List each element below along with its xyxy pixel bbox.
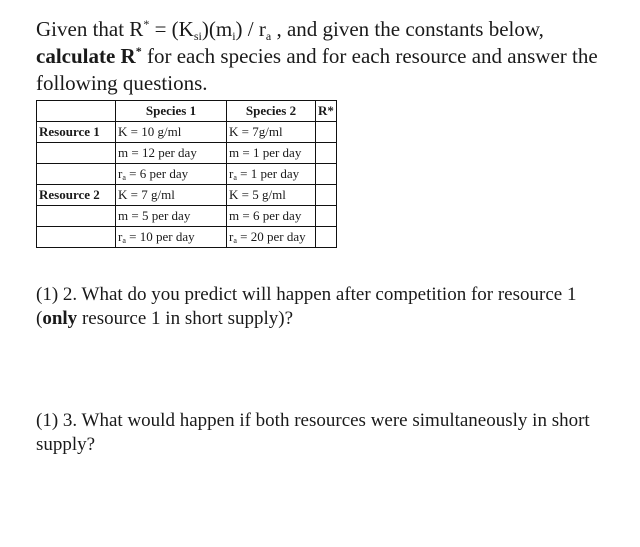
intro-text: ) / r (235, 17, 266, 41)
intro-paragraph (36, 16, 626, 97)
i-subscript: i (232, 29, 236, 43)
table-cell: $r_a = 6$ per day (116, 164, 227, 185)
table-cell: m = 6 per day (227, 206, 316, 227)
question-2: (1) 2. What do you predict will happen after competition for resource 1 (only resource 1 in short supply)? (36, 284, 577, 329)
table-cell: K = 7g/ml (227, 122, 316, 143)
table-header-row (37, 101, 337, 122)
star-superscript: * (135, 44, 142, 58)
row-label (37, 143, 116, 164)
table-row (37, 143, 337, 164)
r-star-cell (316, 185, 337, 206)
table-row (37, 206, 337, 227)
star-superscript: * (143, 17, 150, 31)
table-cell: K = 7 g/ml (116, 185, 227, 206)
r-star-cell (316, 206, 337, 227)
only-bold: only (42, 308, 78, 329)
header-cell (37, 101, 116, 122)
table-cell: m = 1 per day (227, 143, 316, 164)
intro-text: = (K (149, 17, 194, 41)
intro-text: Given that R (36, 17, 144, 41)
row-label: Resource 2 (37, 185, 116, 206)
header-cell: Species 1 (116, 101, 227, 122)
intro-text: , and given the constants below, (271, 17, 544, 41)
table-cell: K = 10 g/ml (116, 122, 227, 143)
r-star-cell (316, 227, 337, 248)
table-cell: $r_a = 1$ per day (227, 164, 316, 185)
table-cell: m = 5 per day (116, 206, 227, 227)
row-label (37, 227, 116, 248)
header-cell: R* (316, 101, 337, 122)
intro-text: )(m (201, 17, 233, 41)
constants-table (36, 100, 337, 248)
r-star-cell (316, 122, 337, 143)
row-label: Resource 1 (37, 122, 116, 143)
row-label (37, 206, 116, 227)
question-3: (1) 3. What would happen if both resources were simultaneously in short supply? (36, 410, 590, 455)
r-star-cell (316, 143, 337, 164)
table-row (37, 164, 337, 185)
header-cell: Species 2 (227, 101, 316, 122)
table-row (37, 122, 337, 143)
intro-text: for each species and for each resource and answer the following questions. (36, 44, 598, 95)
r-star-cell (316, 164, 337, 185)
si-subscript: si (193, 29, 202, 43)
table-cell: m = 12 per day (116, 143, 227, 164)
table-cell: $r_a = 20$ per day (227, 227, 316, 248)
table-row (37, 227, 337, 248)
a-subscript: a (265, 29, 272, 43)
table-cell: $r_a = 10$ per day (116, 227, 227, 248)
calculate-bold: calculate R* (36, 44, 142, 68)
table-row (37, 185, 337, 206)
table-cell: K = 5 g/ml (227, 185, 316, 206)
row-label (37, 164, 116, 185)
